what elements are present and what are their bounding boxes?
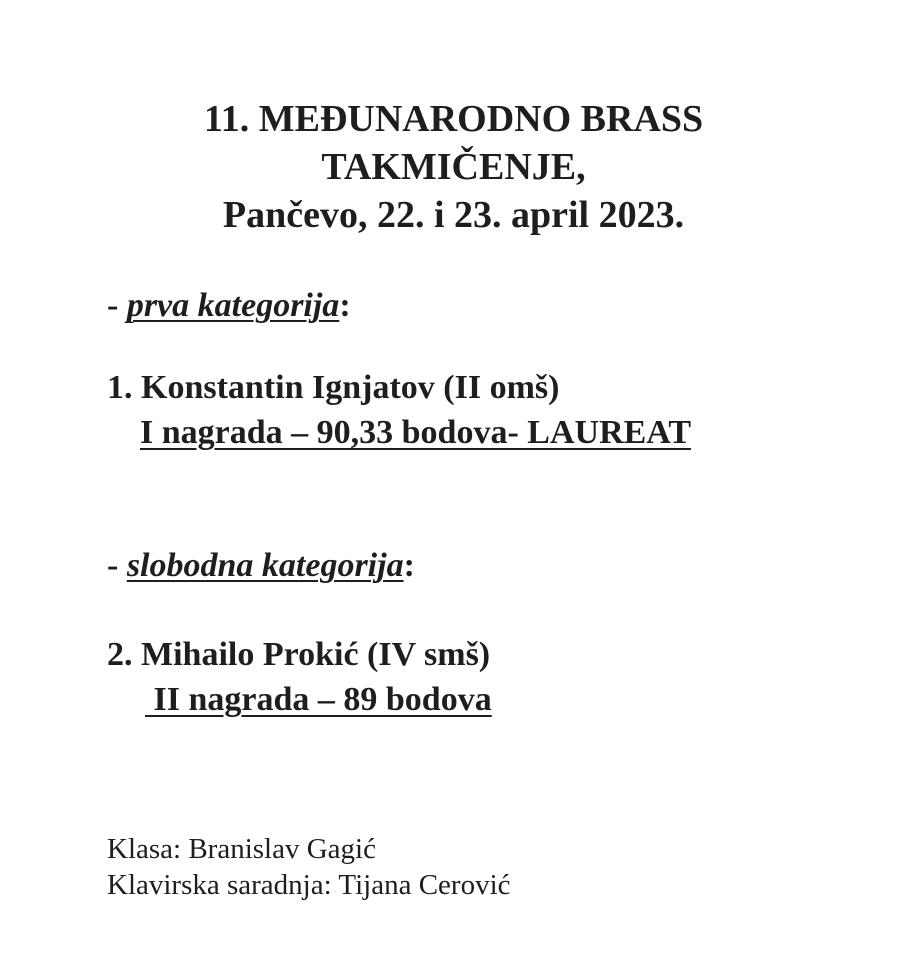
title-line-1: 11. MEĐUNARODNO BRASS [203, 98, 704, 140]
entry-mihailo-prokic: 2. Mihailo Prokić (IV smš) [107, 636, 491, 673]
category-prefix: - [107, 547, 127, 584]
page-title [0, 95, 907, 239]
award-line-2: II nagrada – 89 bodova [145, 681, 492, 718]
category-heading-slobodna [107, 546, 415, 586]
award-line-1: I nagrada – 90,33 bodova- LAUREAT [140, 414, 692, 451]
category-name: prva kategorija [126, 287, 340, 324]
entry-konstantin-ignjatov: 1. Konstantin Ignjatov (II omš) [107, 369, 560, 406]
footer-piano-accompaniment: Klavirska saradnja: Tijana Cerović [107, 869, 511, 901]
title-line-3: Pančevo, 22. i 23. april 2023. [222, 194, 685, 236]
category-suffix: : [339, 287, 351, 324]
title-line-2: TAKMIČENJE, [321, 146, 586, 188]
category-name: slobodna kategorija [126, 547, 404, 584]
category-heading-prva [107, 286, 351, 326]
category-suffix: : [403, 547, 415, 584]
category-prefix: - [107, 287, 127, 324]
footer-class: Klasa: Branislav Gagić [107, 833, 376, 865]
